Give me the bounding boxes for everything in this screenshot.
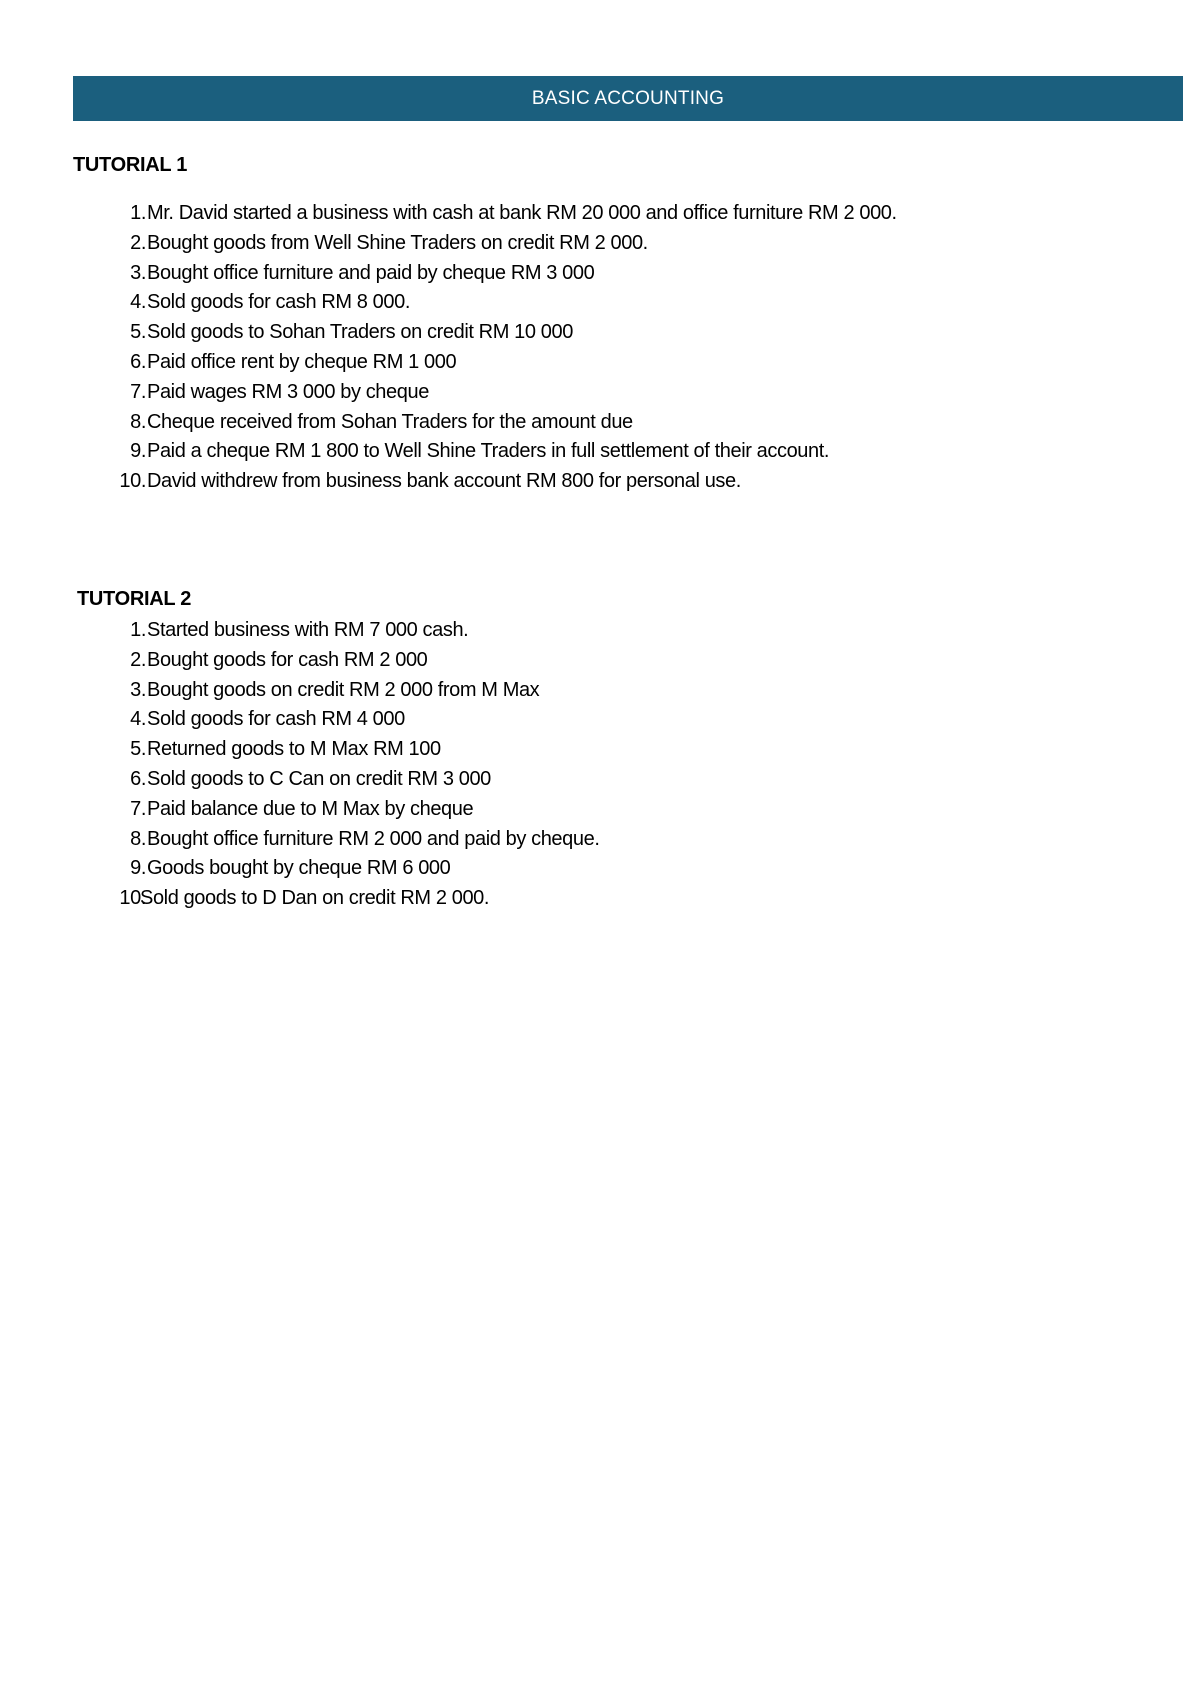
list-item-text: Sold goods for cash RM 8 000. <box>147 291 410 314</box>
list-item-text: Paid wages RM 3 000 by cheque <box>147 380 429 403</box>
list-item-number: 1. <box>130 202 146 224</box>
list-item-number: 6. <box>130 767 146 790</box>
list-item-number: 9. <box>130 440 146 463</box>
list-item <box>100 378 429 408</box>
list-item-number: 8. <box>130 410 146 433</box>
header-bar <box>73 76 1183 121</box>
list-item-number: 5. <box>130 738 146 761</box>
list-item-number: 7. <box>130 797 146 820</box>
list-item-number: 3. <box>130 261 146 284</box>
list-item <box>100 825 600 855</box>
list-item-text: Paid balance due to M Max by cheque <box>147 797 474 820</box>
list-item-number: 4. <box>130 708 146 731</box>
list-item-text: Bought goods for cash RM 2 000 <box>147 648 428 671</box>
list-item <box>100 646 428 676</box>
list-item-number: 4. <box>130 291 146 314</box>
list-item <box>100 735 441 765</box>
list-item-text: Bought goods on credit RM 2 000 from M Max <box>147 678 540 701</box>
list-item <box>100 318 573 348</box>
list-item-number: 9. <box>130 857 146 880</box>
list-item-text: Sold goods to D Dan on credit RM 2 000. <box>140 887 490 910</box>
page-title: BASIC ACCOUNTING <box>531 87 725 109</box>
tutorial-2-title: TUTORIAL 2 <box>77 588 192 610</box>
list-item-number: 1. <box>130 619 146 641</box>
list-item <box>100 467 741 497</box>
list-item-number: 10. <box>119 887 146 910</box>
list-item-text: Paid a cheque RM 1 800 to Well Shine Traders in full settlement of their account. <box>147 440 830 463</box>
list-item-text: Bought goods from Well Shine Traders on credit RM 2 000. <box>147 231 648 254</box>
list-item-text: Sold goods for cash RM 4 000 <box>147 708 405 731</box>
list-item <box>100 676 540 706</box>
list-item-number: 2. <box>130 231 146 254</box>
list-item-text: Sold goods to Sohan Traders on credit RM 10 000 <box>147 321 573 344</box>
tutorial-2-list <box>100 616 600 914</box>
tutorial-1-list <box>100 199 897 497</box>
list-item-number: 5. <box>130 321 146 344</box>
list-item <box>100 795 474 825</box>
list-item-number: 2. <box>130 648 146 671</box>
list-item <box>100 437 830 467</box>
list-item-number: 10. <box>119 470 146 493</box>
list-item-text: Bought office furniture RM 2 000 and paid by cheque. <box>147 827 600 850</box>
list-item <box>100 229 648 259</box>
list-item-number: 6. <box>130 350 146 373</box>
list-item-number: 8. <box>130 827 146 850</box>
list-item <box>100 705 405 735</box>
list-item-text: Started business with RM 7 000 cash. <box>147 619 469 641</box>
list-item-text: Cheque received from Sohan Traders for the amount due <box>147 410 633 433</box>
list-item-text: Bought office furniture and paid by cheque RM 3 000 <box>147 261 595 284</box>
list-item-text: Sold goods to C Can on credit RM 3 000 <box>147 767 491 790</box>
list-item <box>100 854 451 884</box>
list-item-number: 3. <box>130 678 146 701</box>
list-item <box>100 616 469 646</box>
list-item <box>100 288 410 318</box>
list-item <box>100 199 897 229</box>
list-item <box>100 259 595 289</box>
list-item <box>100 765 491 795</box>
list-item-text: Paid office rent by cheque RM 1 000 <box>147 350 457 373</box>
tutorial-1-title: TUTORIAL 1 <box>73 154 188 176</box>
list-item <box>100 408 633 438</box>
list-item-text: Mr. David started a business with cash at bank RM 20 000 and office furniture RM 2 000. <box>147 202 897 224</box>
list-item <box>100 348 457 378</box>
list-item-text: David withdrew from business bank account RM 800 for personal use. <box>147 470 741 493</box>
list-item-number: 7. <box>130 380 146 403</box>
list-item-text: Goods bought by cheque RM 6 000 <box>147 857 451 880</box>
list-item <box>100 884 490 914</box>
list-item-text: Returned goods to M Max RM 100 <box>147 738 441 761</box>
